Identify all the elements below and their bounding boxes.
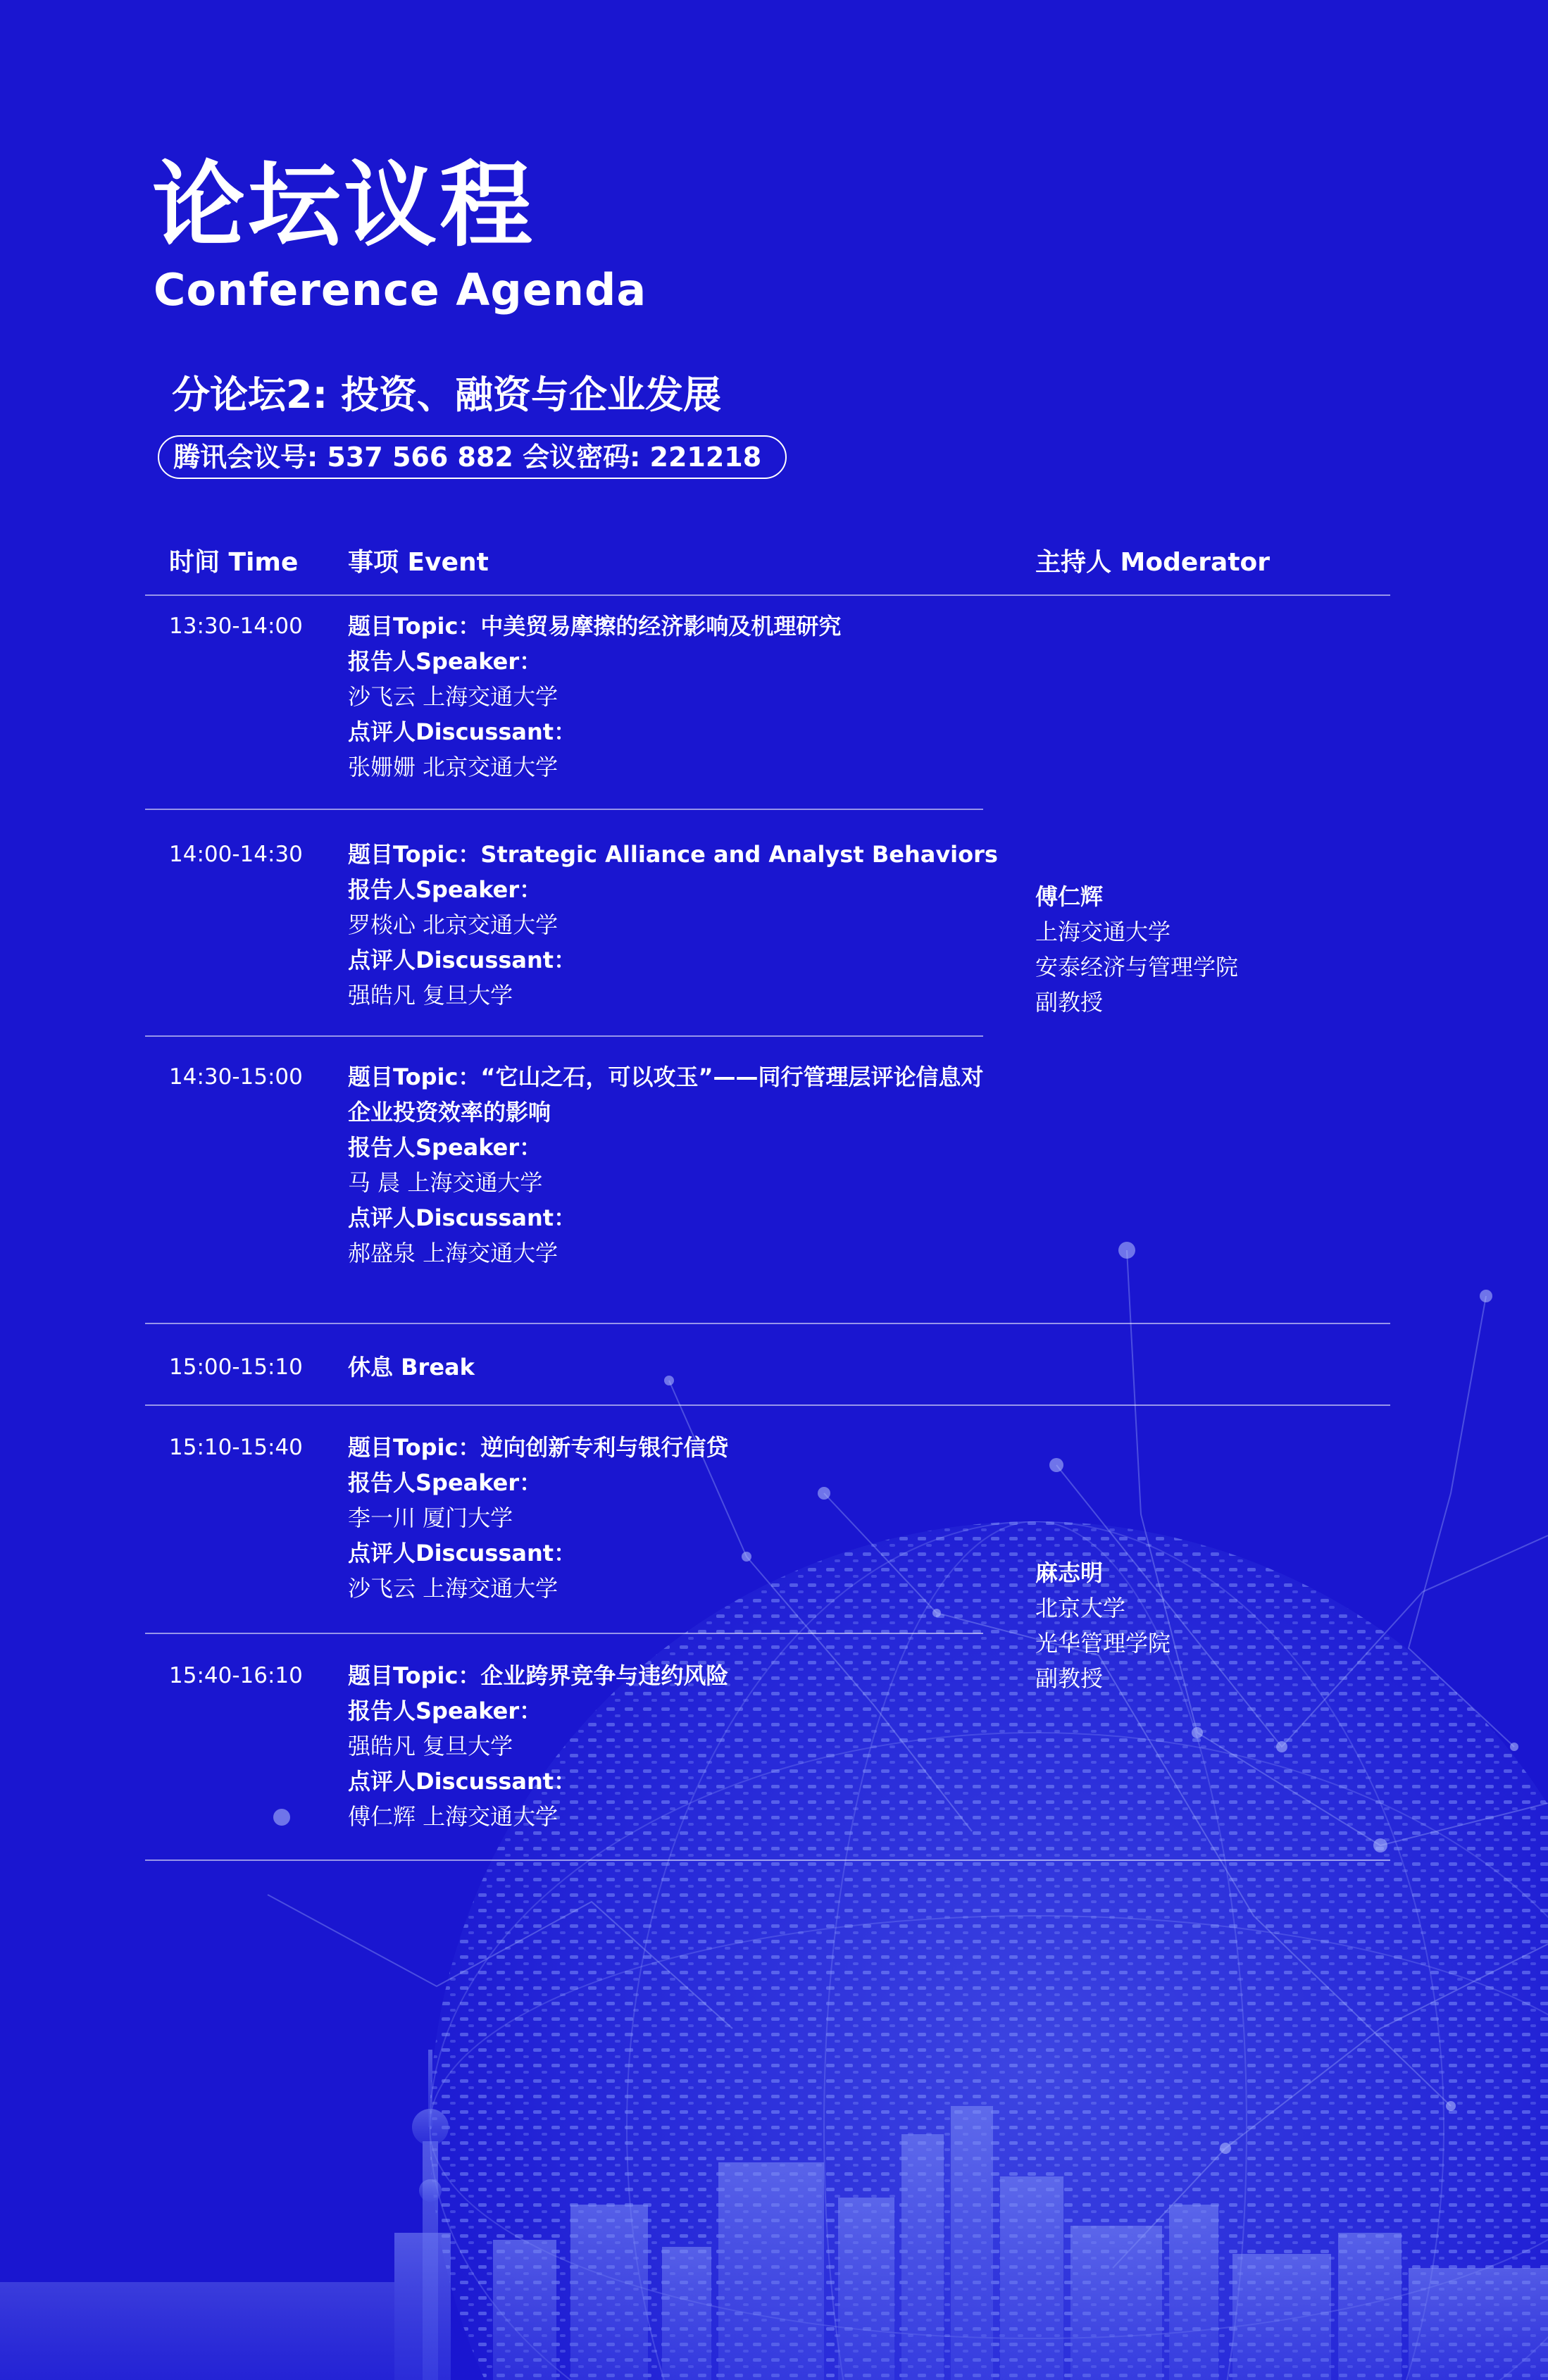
session-time: 14:30-15:00 <box>169 1064 303 1090</box>
forum-title: 分论坛2: 投资、融资与企业发展 <box>172 373 721 417</box>
row-divider <box>145 1035 983 1037</box>
column-header-event: 事项 Event <box>348 548 489 577</box>
session-details <box>348 1059 996 1271</box>
discussant-name: 张姗姗 北京交通大学 <box>348 754 558 780</box>
moderator-affiliation: 北京大学 <box>1035 1595 1126 1621</box>
break-details <box>348 1350 996 1385</box>
speaker-name: 李一川 厦门大学 <box>348 1504 513 1531</box>
moderator-name: 傅仁辉 <box>1035 883 1104 910</box>
session-topic: 题目Topic：企业跨界竞争与违约风险 <box>348 1662 729 1689</box>
moderator-name: 麻志明 <box>1035 1559 1104 1586</box>
break-label: 休息 Break <box>348 1354 475 1381</box>
break-time: 15:00-15:10 <box>169 1354 303 1380</box>
session-topic: 题目Topic：“它山之石，可以攻玉”——同行管理层评论信息对企业投资效率的影响 <box>348 1064 984 1126</box>
moderator-block <box>1035 879 1238 1020</box>
moderator-department: 光华管理学院 <box>1035 1630 1171 1657</box>
speaker-name: 马 晨 上海交通大学 <box>348 1169 543 1196</box>
session-details <box>348 837 996 1013</box>
moderator-title: 副教授 <box>1035 989 1104 1016</box>
session-time: 15:10-15:40 <box>169 1435 303 1460</box>
discussant-name: 郝盛泉 上海交通大学 <box>348 1240 558 1266</box>
speaker-name: 罗棪心 北京交通大学 <box>348 911 558 938</box>
discussant-label: 点评人Discussant： <box>348 947 577 973</box>
discussant-name: 傅仁辉 上海交通大学 <box>348 1803 558 1830</box>
speaker-label: 报告人Speaker： <box>348 648 542 675</box>
column-header-time: 时间 Time <box>169 548 299 577</box>
moderator-title: 副教授 <box>1035 1665 1104 1692</box>
row-divider <box>145 809 983 810</box>
header-divider <box>145 594 1390 596</box>
table-bottom-divider <box>145 1859 1390 1861</box>
discussant-name: 沙飞云 上海交通大学 <box>348 1575 558 1602</box>
session-topic: 题目Topic：Strategic Alliance and Analyst Behaviors <box>348 841 998 868</box>
discussant-label: 点评人Discussant： <box>348 718 577 745</box>
session-details <box>348 1430 996 1606</box>
session-topic: 题目Topic：中美贸易摩擦的经济影响及机理研究 <box>348 613 842 640</box>
session-time: 13:30-14:00 <box>169 613 303 639</box>
moderator-affiliation: 上海交通大学 <box>1035 918 1171 945</box>
speaker-label: 报告人Speaker： <box>348 1134 542 1161</box>
session-time: 15:40-16:10 <box>169 1663 303 1688</box>
session-time: 14:00-14:30 <box>169 842 303 867</box>
row-divider <box>145 1323 1390 1324</box>
row-divider <box>145 1633 983 1634</box>
discussant-name: 强皓凡 复旦大学 <box>348 982 513 1009</box>
moderator-block <box>1035 1555 1171 1696</box>
speaker-label: 报告人Speaker： <box>348 1469 542 1496</box>
moderator-department: 安泰经济与管理学院 <box>1035 954 1239 980</box>
speaker-name: 强皓凡 复旦大学 <box>348 1733 513 1759</box>
discussant-label: 点评人Discussant： <box>348 1768 577 1795</box>
session-details <box>348 609 996 785</box>
row-divider <box>145 1404 1390 1406</box>
session-details <box>348 1658 996 1834</box>
discussant-label: 点评人Discussant： <box>348 1204 577 1231</box>
page-title: 论坛议程 <box>152 151 535 260</box>
page-subtitle: Conference Agenda <box>154 264 647 316</box>
speaker-name: 沙飞云 上海交通大学 <box>348 683 558 710</box>
meeting-info-badge: 腾讯会议号: 537 566 882 会议密码: 221218 <box>158 435 787 479</box>
session-topic: 题目Topic：逆向创新专利与银行信贷 <box>348 1434 729 1461</box>
discussant-label: 点评人Discussant： <box>348 1540 577 1566</box>
speaker-label: 报告人Speaker： <box>348 1697 542 1724</box>
column-header-moderator: 主持人 Moderator <box>1035 548 1271 577</box>
speaker-label: 报告人Speaker： <box>348 876 542 903</box>
